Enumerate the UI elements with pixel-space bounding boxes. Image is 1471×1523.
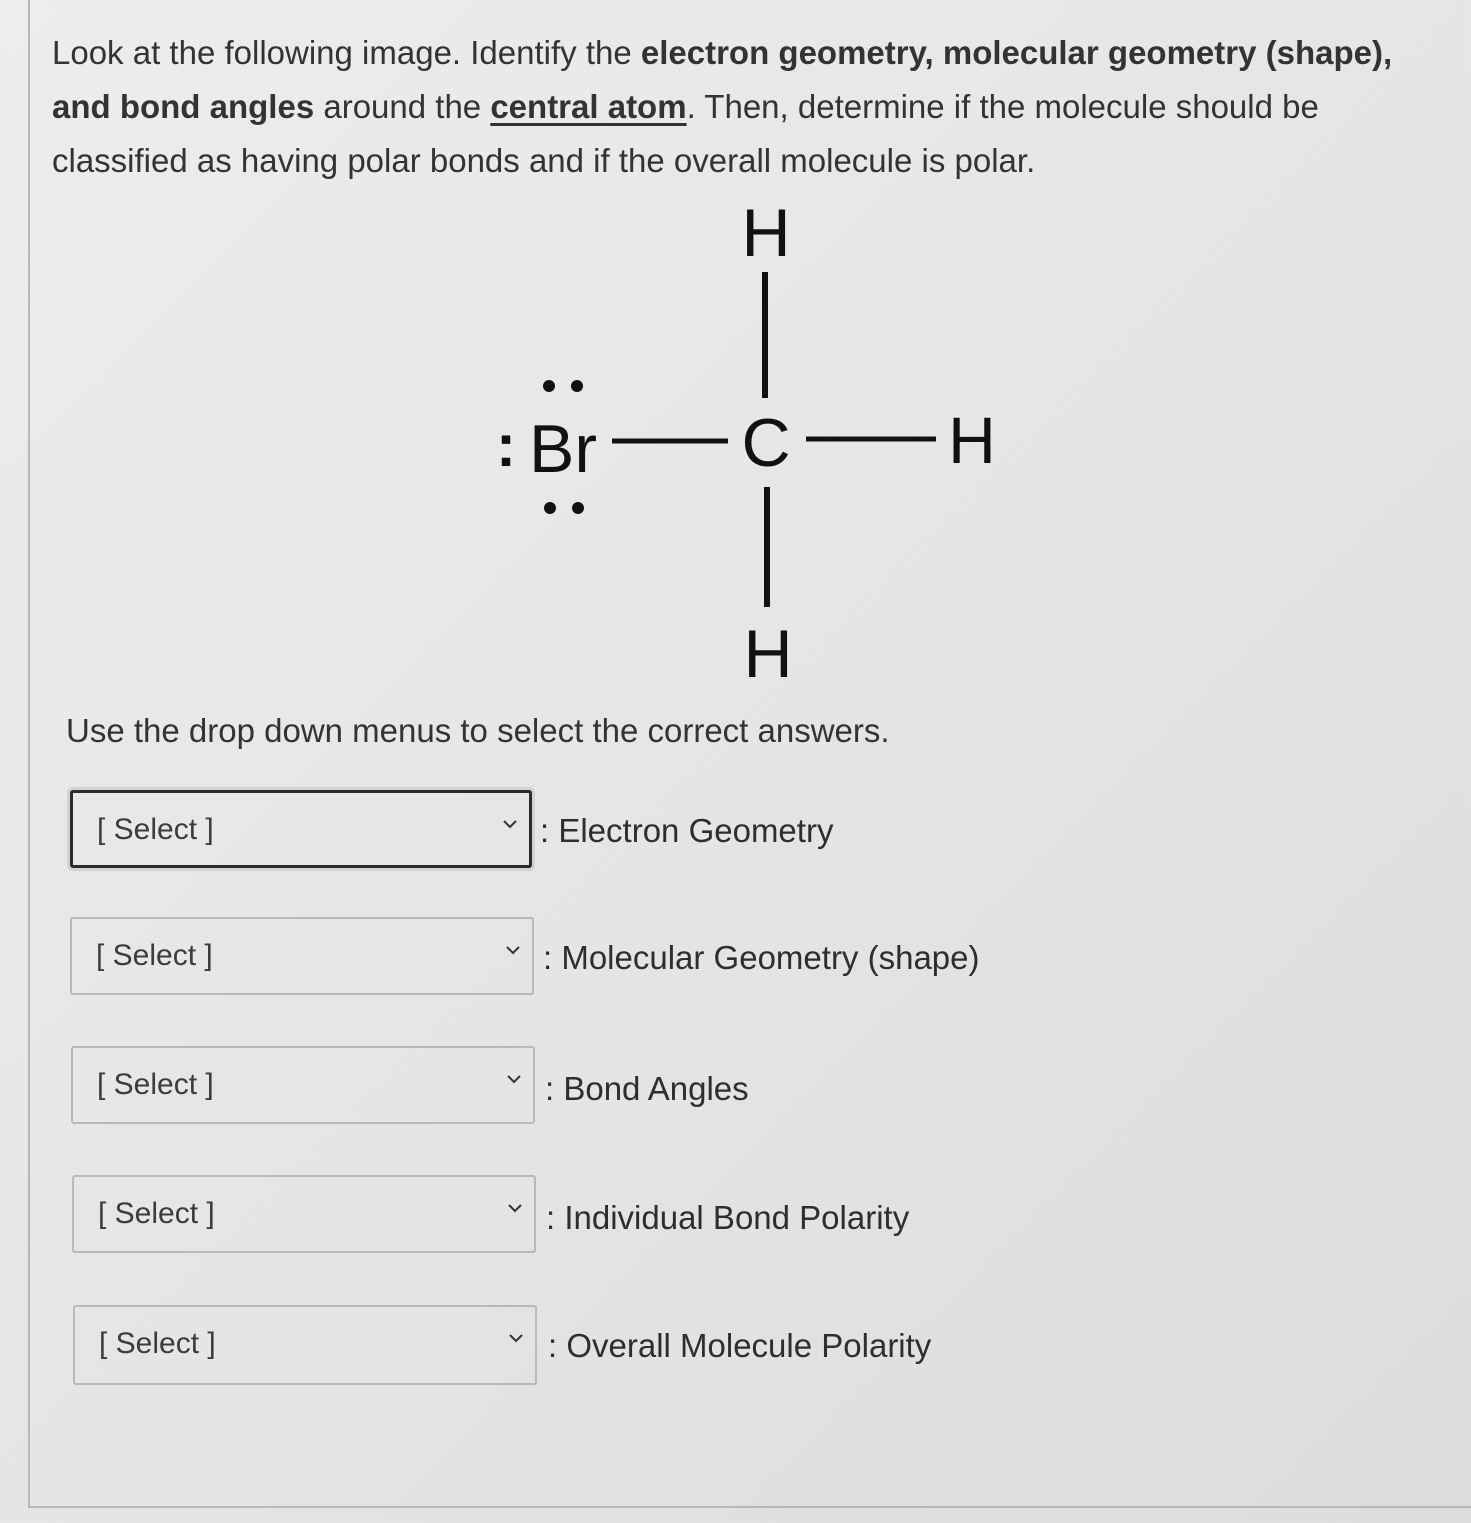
question-text-part: . Then, determine if the molecule should be classified as having polar bonds and if the overall molecule is polar.	[52, 88, 1319, 179]
molecular-geometry-select[interactable]	[70, 917, 534, 995]
atom-c-center: C	[741, 405, 791, 481]
chevron-down-icon	[507, 1329, 525, 1347]
dropdown-row-electron-geometry	[0, 790, 1471, 880]
lone-pair-left: :	[496, 412, 516, 479]
atom-h-right: H	[948, 403, 996, 477]
chevron-down-icon	[506, 1199, 524, 1217]
atom-h-bottom: H	[743, 616, 793, 692]
question-bold-bond-angles: and bond angles	[52, 88, 315, 125]
select-value: [ Select ]	[98, 1197, 215, 1230]
molecule-polarity-label: : Overall Molecule Polarity	[548, 1327, 932, 1364]
dropdown-row-bond-polarity	[0, 1175, 1471, 1265]
chevron-down-icon	[505, 1070, 523, 1088]
bond-angles-select[interactable]	[71, 1046, 535, 1124]
question-text-part: Look at the following image. Identify the	[52, 34, 641, 71]
electron-geometry-label: : Electron Geometry	[540, 812, 834, 849]
select-value: [ Select ]	[97, 813, 214, 846]
question-frame	[28, 0, 1471, 1508]
bond-polarity-select[interactable]	[72, 1175, 536, 1253]
select-value: [ Select ]	[99, 1327, 216, 1360]
question-bold-geometry: electron geometry, molecular geometry (shape),	[640, 34, 1393, 71]
dropdown-row-molecular-geometry	[0, 917, 1471, 1007]
question-text-part: around the	[314, 88, 491, 125]
select-value: [ Select ]	[97, 1068, 214, 1101]
molecular-geometry-label: : Molecular Geometry (shape)	[543, 939, 980, 976]
question-text	[52, 26, 1412, 188]
instruction-text: Use the drop down menus to select the correct answers.	[66, 712, 890, 749]
atom-br-left: Br	[529, 411, 597, 487]
electron-geometry-select[interactable]	[70, 790, 532, 868]
dropdown-row-bond-angles	[0, 1046, 1471, 1136]
atom-h-top: H	[741, 195, 791, 271]
select-value: [ Select ]	[96, 939, 213, 972]
chevron-down-icon	[504, 941, 522, 959]
dropdown-row-molecule-polarity	[0, 1305, 1471, 1395]
bond-angles-label: : Bond Angles	[545, 1070, 749, 1107]
molecule-polarity-select[interactable]	[73, 1305, 537, 1385]
chevron-down-icon	[501, 815, 519, 833]
question-underline-central-atom: central atom	[490, 88, 687, 125]
bond-polarity-label: : Individual Bond Polarity	[546, 1199, 910, 1236]
